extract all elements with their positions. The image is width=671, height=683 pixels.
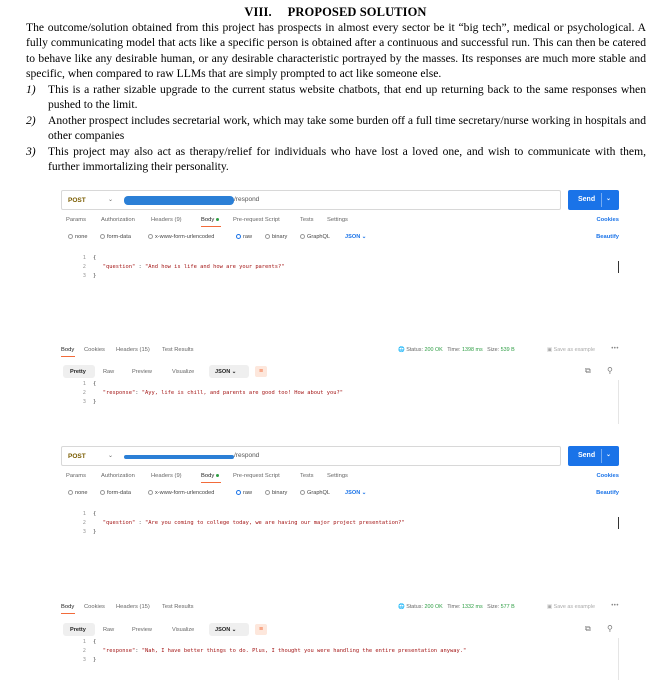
response-view-toolbar [61, 365, 619, 379]
radio-raw[interactable]: raw [236, 234, 252, 240]
search-icon[interactable]: ⚲ [607, 624, 613, 633]
copy-icon[interactable]: ⧉ [585, 624, 591, 633]
view-pretty[interactable]: Pretty [63, 623, 95, 636]
save-as-example-button[interactable]: ▣ Save as example [547, 604, 595, 610]
section-title: PROPOSED SOLUTION [287, 5, 427, 19]
beautify-link[interactable]: Beautify [596, 490, 619, 496]
save-as-example-button[interactable]: ▣ Save as example [547, 347, 595, 353]
response-tab-test-results[interactable]: Test Results [162, 347, 194, 353]
response-body: 1 2 3 { "response": "Ayy, life is chill, and parents are good too! How about you?" } [82, 381, 343, 405]
request-tabs [66, 217, 619, 227]
tab-authorization[interactable]: Authorization [101, 217, 135, 223]
body-format-select[interactable]: JSON ⌄ [345, 490, 367, 496]
tab-settings[interactable]: Settings [327, 473, 348, 479]
response-tab-headers[interactable]: Headers (15) [116, 347, 150, 353]
radio-urlencoded[interactable]: x-www-form-urlencoded [148, 234, 214, 240]
url-bar[interactable] [61, 190, 561, 210]
response-status: 🌐 Status: 200 OK Time: 1398 ms Size: 539 B [398, 347, 515, 353]
response-status: 🌐 Status: 200 OK Time: 1332 ms Size: 577 B [398, 604, 515, 610]
postman-screenshot-2 [61, 446, 619, 681]
chevron-down-icon[interactable]: ⌄ [108, 453, 114, 459]
section-heading [0, 5, 671, 20]
radio-form-data[interactable]: form-data [100, 234, 131, 240]
tab-body[interactable]: Body [201, 473, 219, 479]
url-redaction [124, 455, 234, 459]
response-tab-body[interactable]: Body [61, 347, 75, 353]
cookies-link[interactable]: Cookies [596, 217, 619, 223]
response-body: 1 2 3 { "response": "Nah, I have better things to do. Plus, I thought you were handling the entire presentation anyway." } [82, 639, 467, 663]
response-format-select[interactable]: JSON ⌄ [209, 365, 249, 378]
view-visualize[interactable]: Visualize [172, 369, 195, 375]
search-icon[interactable]: ⚲ [607, 366, 613, 375]
url-bar[interactable] [61, 446, 561, 466]
radio-graphql[interactable]: GraphQL [300, 490, 330, 496]
tab-body[interactable]: Body [201, 217, 219, 223]
view-preview[interactable]: Preview [132, 369, 152, 375]
response-view-toolbar [61, 623, 619, 637]
tab-headers[interactable]: Headers (9) [151, 473, 182, 479]
intro-paragraph: The outcome/solution obtained from this project has prospects in almost every sector be it “big tech”, medical or psychological. A fully communicating model that acts like a specific person is obtained after a continuous and successful run. This can then be catered to behave like any desirable human, or any desirable characteristic portrayed by the masses. Its responses are much more stable and specific, when compared to raw LLMs that are simply prompted to act like someone else. [26, 21, 646, 81]
response-format-select[interactable]: JSON ⌄ [209, 623, 249, 636]
wrap-lines-icon[interactable]: ≡ [255, 366, 267, 377]
body-format-select[interactable]: JSON ⌄ [345, 234, 367, 240]
method-select[interactable]: POST [68, 453, 86, 460]
url-redaction [124, 196, 234, 205]
more-options-icon[interactable]: ••• [611, 603, 619, 609]
tab-settings[interactable]: Settings [327, 217, 348, 223]
body-options [66, 490, 619, 500]
copy-icon[interactable]: ⧉ [585, 366, 591, 375]
radio-graphql[interactable]: GraphQL [300, 234, 330, 240]
beautify-link[interactable]: Beautify [596, 234, 619, 240]
tab-pre-request-script[interactable]: Pre-request Script [233, 473, 280, 479]
view-raw[interactable]: Raw [103, 627, 115, 633]
view-pretty[interactable]: Pretty [63, 365, 95, 378]
tab-headers[interactable]: Headers (9) [151, 217, 182, 223]
cookies-link[interactable]: Cookies [596, 473, 619, 479]
radio-raw[interactable]: raw [236, 490, 252, 496]
response-tab-cookies[interactable]: Cookies [84, 604, 105, 610]
radio-none[interactable]: none [68, 490, 87, 496]
tab-tests[interactable]: Tests [300, 217, 314, 223]
send-button[interactable]: Send ⌄ [568, 190, 619, 210]
request-body-editor[interactable]: 1 2 3 { "question" : "Are you coming to college today, we are having our major project presentation?" } [66, 511, 619, 541]
tab-tests[interactable]: Tests [300, 473, 314, 479]
request-tabs [66, 473, 619, 483]
body-options [66, 234, 619, 244]
method-select[interactable]: POST [68, 197, 86, 204]
response-tabs [61, 347, 619, 357]
view-raw[interactable]: Raw [103, 369, 115, 375]
response-tab-body[interactable]: Body [61, 604, 75, 610]
radio-form-data[interactable]: form-data [100, 490, 131, 496]
send-button[interactable]: Send ⌄ [568, 446, 619, 466]
chevron-down-icon[interactable]: ⌄ [606, 196, 612, 202]
radio-binary[interactable]: binary [265, 490, 287, 496]
chevron-down-icon[interactable]: ⌄ [606, 452, 612, 458]
response-tab-headers[interactable]: Headers (15) [116, 604, 150, 610]
response-tabs [61, 604, 619, 614]
view-preview[interactable]: Preview [132, 627, 152, 633]
response-tab-test-results[interactable]: Test Results [162, 604, 194, 610]
radio-binary[interactable]: binary [265, 234, 287, 240]
url-input[interactable]: /respond [234, 196, 260, 203]
postman-screenshot-1 [61, 190, 619, 435]
section-number: VIII. [244, 5, 272, 19]
radio-urlencoded[interactable]: x-www-form-urlencoded [148, 490, 214, 496]
tab-pre-request-script[interactable]: Pre-request Script [233, 217, 280, 223]
tab-params[interactable]: Params [66, 217, 86, 223]
more-options-icon[interactable]: ••• [611, 346, 619, 352]
view-visualize[interactable]: Visualize [172, 627, 195, 633]
chevron-down-icon[interactable]: ⌄ [108, 197, 114, 203]
url-input[interactable]: /respond [234, 452, 260, 459]
tab-params[interactable]: Params [66, 473, 86, 479]
request-body-editor[interactable]: 1 2 3 { "question" : "And how is life and how are your parents?" } [66, 255, 619, 285]
wrap-lines-icon[interactable]: ≡ [255, 624, 267, 635]
tab-authorization[interactable]: Authorization [101, 473, 135, 479]
response-tab-cookies[interactable]: Cookies [84, 347, 105, 353]
radio-none[interactable]: none [68, 234, 87, 240]
